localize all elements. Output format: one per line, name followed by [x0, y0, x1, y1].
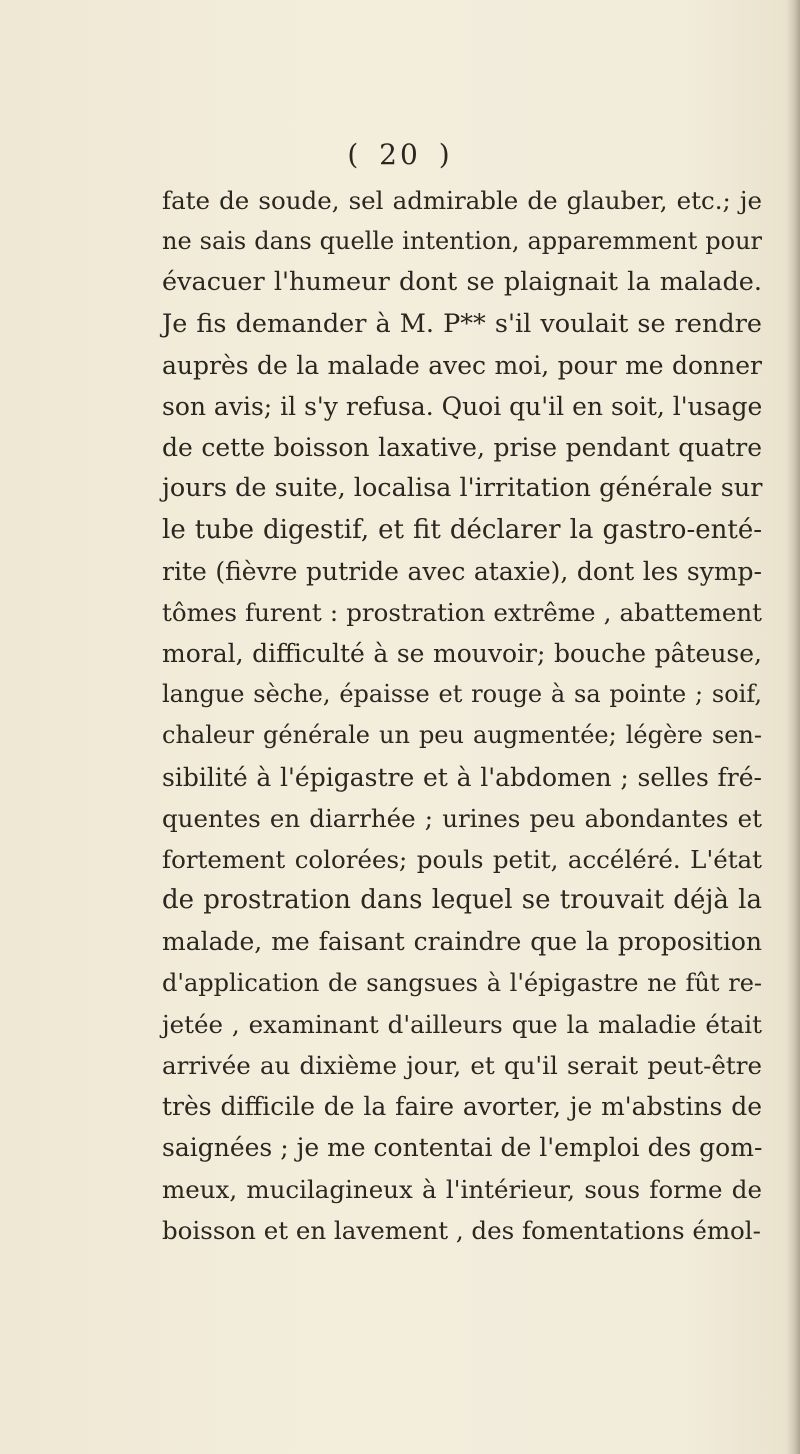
text-line: rite (fièvre putride avec ataxie), dont les symp-: [162, 556, 762, 586]
text-line: le tube digestif, et fit déclarer la gastro-enté-: [162, 514, 762, 545]
text-line: Je fis demander à M. P** s'il voulait se rendre: [162, 308, 762, 339]
text-line: chaleur générale un peu augmentée; légère sen-: [162, 721, 762, 750]
text-line: évacuer l'humeur dont se plaignait la malade.: [162, 267, 762, 298]
page-number: ( 20 ): [347, 138, 453, 171]
text-line: ne sais dans quelle intention, apparemment pour: [162, 227, 762, 256]
text-line: saignées ; je me contentai de l'emploi des gom-: [162, 1133, 763, 1163]
text-line: sibilité à l'épigastre et à l'abdomen ; selles fré-: [162, 762, 762, 792]
page-edge-shadow: [786, 0, 800, 1454]
body-text: [162, 180, 762, 1251]
text-line: boisson et en lavement , des fomentations émol-: [162, 1215, 761, 1245]
text-line: d'application de sangsues à l'épigastre ne fût re-: [162, 968, 762, 997]
text-line: fortement colorées; pouls petit, accéléré. L'état: [162, 845, 762, 874]
text-line: jetée , examinant d'ailleurs que la maladie était: [162, 1009, 762, 1039]
text-line: meux, mucilagineux à l'intérieur, sous forme de: [162, 1174, 762, 1204]
text-line: de cette boisson laxative, prise pendant quatre: [162, 433, 762, 463]
text-line: arrivée au dixième jour, et qu'il serait peut-être: [162, 1050, 762, 1080]
text-line: langue sèche, épaisse et rouge à sa pointe ; soif,: [162, 680, 762, 709]
text-line: tômes furent : prostration extrême , abattement: [162, 597, 762, 627]
text-line: jours de suite, localisa l'irritation générale sur: [162, 473, 763, 504]
text-line: très difficile de la faire avorter, je m'abstins de: [162, 1092, 762, 1122]
text-line: fate de soude, sel admirable de glauber, etc.; je: [162, 186, 762, 215]
text-line: auprès de la malade avec moi, pour me donner: [162, 350, 762, 380]
text-line: malade, me faisant craindre que la proposition: [162, 927, 762, 957]
text-line: son avis; il s'y refusa. Quoi qu'il en soit, l'usage: [162, 391, 763, 421]
text-line: moral, difficulté à se mouvoir; bouche pâteuse,: [162, 639, 762, 669]
text-line: de prostration dans lequel se trouvait déjà la: [162, 885, 762, 916]
text-line: quentes en diarrhée ; urines peu abondantes et: [162, 803, 762, 833]
